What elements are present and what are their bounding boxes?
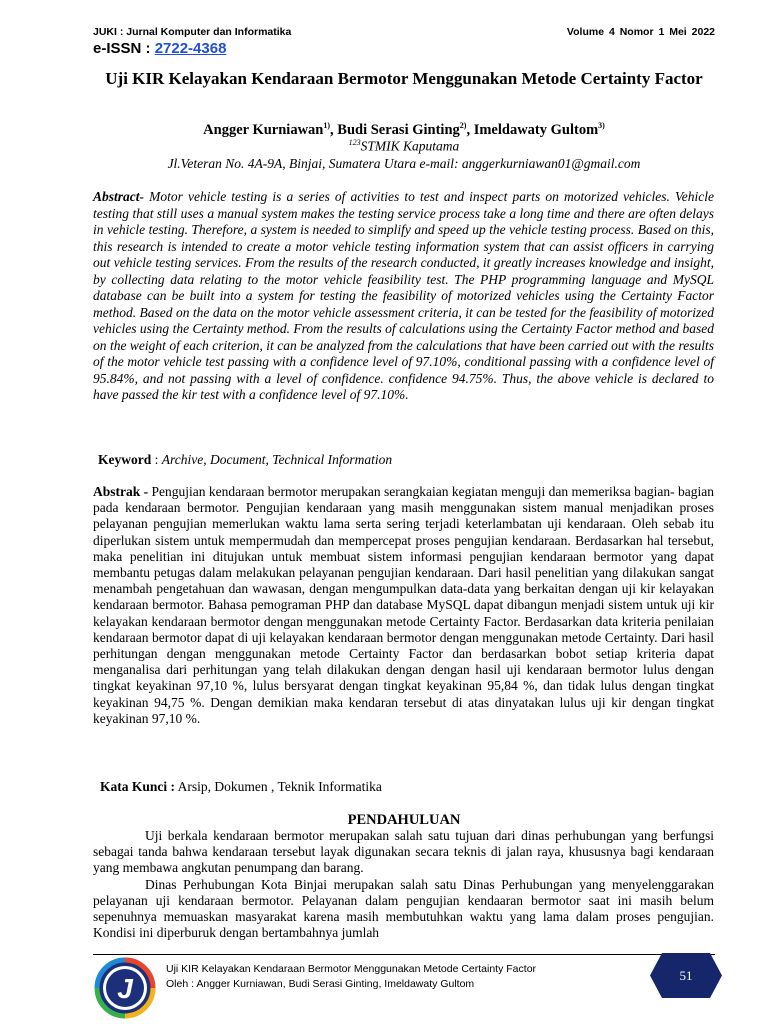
page-number: 51 (679, 968, 693, 983)
author-name: Angger Kurniawan (203, 121, 324, 138)
issue-info: Volume 4 Nomor 1 Mei 2022 (566, 26, 715, 38)
keywords-label: Keyword (98, 452, 152, 467)
kata-kunci-label: Kata Kunci : (100, 779, 176, 794)
section-heading: PENDAHULUAN (347, 812, 461, 828)
issn-link[interactable]: 2722-4368 (154, 40, 227, 57)
paragraph: Dinas Perhubungan Kota Binjai merupakan salah satu Dinas Perhubungan yang menyelenggarakan pelayanan uji kendaraan bermotor. Pelayanan dalam pengujian kendaaran bermotor saat ini masih belum sepenuhnya memuaskan masyarakat karena masih membutuhkan waktu yang lama dalam proses pengujian. Kondisi ini diperburuk dengan bertambahnya jumlah (93, 876, 714, 941)
author-mark: 3) (598, 121, 605, 130)
abstract-english (93, 189, 714, 404)
author-name: Imeldawaty Gultom (473, 121, 599, 138)
footer-divider (93, 954, 715, 955)
journal-name: JUKI : Jurnal Komputer dan Informatika (93, 26, 292, 38)
issn-label: e-ISSN : (93, 40, 155, 57)
affiliation-name: STMIK Kaputama (360, 138, 460, 154)
abstract-indonesian (93, 484, 714, 727)
author-mark: 1) (323, 121, 331, 130)
paragraph: Uji berkala kendaraan bermotor merupakan salah satu tujuan dari dinas perhubungan yang berfungsi sebagai tanda bahwa kendaraan tersebut layak digunakan secara teknis di jalan raya, khususnya bagi kendaraan yang membawa angkutan penumpang dan barang. (93, 828, 714, 876)
author-address: Jl.Veteran No. 4A-9A, Binjai, Sumatera Utara e-mail: anggerkurniawan01@gmail.com (167, 156, 641, 171)
page-number-badge (650, 953, 722, 998)
affiliation-mark: 123 (348, 138, 361, 147)
author-list: Angger Kurniawan$^{1)}$, Budi Serasi Ginting$^{2)}$, Imeldawaty Gultom$^{3)}$ (203, 121, 605, 138)
logo-letter: J (117, 973, 133, 1004)
abstrak-label: Abstrak - (93, 484, 149, 499)
abstract-text: Motor vehicle testing is a series of activities to test and inspect parts on motorized vehicles. Vehicle testing that still uses a manual system makes the testing service process take a long time and there are often delays in vehicle testing. Therefore, a system is needed to simplify and speed up the vehicle testing process. Based on this, this research is intended to create a motor vehicle testing information system that can assist officers in carrying out vehicle testing services. From the results of the research conducted, it greatly increases knowledge and insight, by collecting data relating to the motor vehicle feasibility test. The PHP programming language and MySQL database can be built into a system for testing the feasibility of motorized vehicles using the Certainty Factor method. Based on the data on the motor vehicle assessment criteria, it can be tested for the feasibility of motorized vehicles using the Certainty method. From the results of calculations using the Certainty Factor method and based on the weight of each criterion, it can be analyzed from the calculations that have been carried out with the results of the motor vehicle test passing with a confidence level of 97.10%, conditional passing with a confidence level of 95.84%, and not passing with a level of confidence. confidence 94.75%. Thus, the above vehicle is declared to have passed the kir test with a confidence level of 97.10%. (93, 189, 714, 402)
journal-logo-icon (94, 957, 156, 1019)
footer-title: Uji KIR Kelayakan Kendaraan Bermotor Menggunakan Metode Certainty Factor (166, 963, 537, 975)
footer-authors: Oleh : Angger Kurniawan, Budi Serasi Ginting, Imeldawaty Gultom (166, 978, 475, 990)
introduction-body (93, 828, 714, 941)
footer-citation (166, 962, 536, 992)
issn-line (93, 40, 226, 57)
abstrak-text: Pengujian kendaraan bermotor merupakan serangkaian kegiatan menguji dan memeriksa bagian- bagian pada kendaraan bermotor. Pengujian kendaraan yang masih menggunakan sistem manual menjadikan proses pelayanan pengujian memerlukan waktu lama serta sering terjadi keterlambatan uji kendaraan. Oleh sebab itu diperlukan sistem untuk mempermudah dan mempercepat proses pengujian kendaraan. Berdasarkan hal tersebut, maka penelitian ini ditujukan untuk membuat sistem informasi pengujian kendaraan bermotor yang dapat membantu petugas dalam melakukan pelayanan pengujian kendaraan. Dari hasil penelitian yang dilakukan sangat menambah pengetahuan dan wawasan, dengan mengumpulkan data-data yang berkaitan dengan uji kir kelayakan kendaraan bermotor. Bahasa pemograman PHP dan database MySQL dapat dibangun menjadi sistem untuk uji kir kelayakan kendaraan bermotor dengan menggunakan metode Certainty Factor. Berdasarkan data kriteria penilaian kendaraan bermotor dapat di uji kelayakan kendaraan bermotor dengan menggunakan metode Certainty. Dari hasil perhitungan dengan menggunakan metode Certainty Factor dan berdasarkan bobot setiap kriteria dapat menganalisa dari perhitungan yang telah dilakukan dengan dengan hasil uji kendaraan bermotor lulus dengan tingkat keyakinan 97,10 %, lulus bersyarat dengan tingkat keyakinan 95,84 %, dan tidak lulus dengan tingkat keyakinan 94,75 %. Dengan demikian maka kendaran tersebut di atas dinyatakan lulus uji kir dengan tingkat keyakinan 97,10 %. (93, 484, 714, 726)
keywords-indonesian (100, 779, 382, 795)
author-name: Budi Serasi Ginting (337, 121, 460, 138)
keywords-english (98, 452, 392, 468)
kata-kunci-text: Arsip, Dokumen , Teknik Informatika (175, 779, 382, 794)
keywords-text: Archive, Document, Technical Information (161, 452, 393, 467)
affiliation (93, 138, 715, 155)
author-mark: 2) (459, 121, 467, 130)
paper-title: Uji KIR Kelayakan Kendaraan Bermotor Menggunakan Metode Certainty Factor (105, 69, 703, 88)
keywords-separator: : (151, 452, 162, 467)
abstract-label: Abstract- (93, 189, 145, 204)
